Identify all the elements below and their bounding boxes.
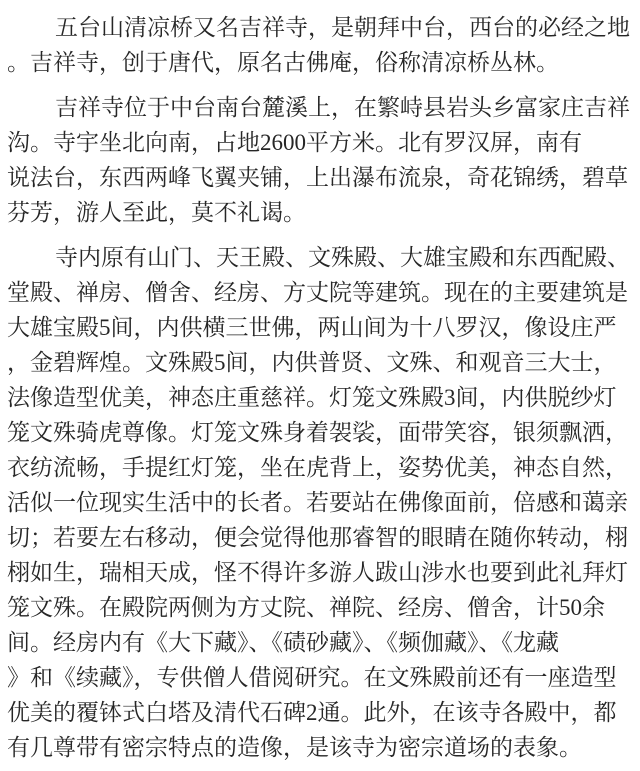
text-line: 寺内原有山门、天王殿、文殊殿、大雄宝殿和东西配殿、 (55, 245, 630, 270)
text-line: 法像造型优美，神态庄重慈祥。灯笼文殊殿3间，内供脱纱灯 (7, 385, 617, 410)
text-line: 芬芳，游人至此，莫不礼谒。 (7, 200, 306, 225)
text-line: ，金碧辉煌。文殊殿5间，内供普贤、文殊、和观音三大士， (7, 350, 617, 375)
text-line: 堂殿、禅房、僧舍、经房、方丈院等建筑。现在的主要建筑是 (7, 280, 628, 305)
text-line: 活似一位现实生活中的长者。若要站在佛像面前，倍感和蔼亲 (7, 490, 628, 515)
text-line: 间。经房内有《大下藏》、《碛砂藏》、《频伽藏》、《龙藏 (7, 630, 559, 655)
text-line: 笼文殊骑虎尊像。灯笼文殊身着袈裟，面带笑容，银须飘洒， (7, 420, 628, 445)
paragraph (7, 90, 636, 230)
text-line: 沟。寺宇坐北向南，占地2600平方米。北有罗汉屏，南有 (7, 130, 582, 155)
text-line: 切；若要左右移动，便会觉得他那睿智的眼睛在随你转动，栩 (7, 525, 628, 550)
text-line: 有几尊带有密宗特点的造像，是该寺为密宗道场的表象。 (7, 735, 582, 760)
text-line: 栩如生，瑞相天成，怪不得许多游人跋山涉水也要到此礼拜灯 (7, 560, 628, 585)
text-line: 笼文殊。在殿院两侧为方丈院、禅院、经房、僧舍，计50余 (7, 595, 605, 620)
text-line: 》和《续藏》，专供僧人借阅研究。在文殊殿前还有一座造型 (7, 665, 617, 690)
text-line: 吉祥寺位于中台南台麓溪上，在繁峙县岩头乡富家庄吉祥 (55, 95, 630, 120)
paragraph (7, 10, 636, 80)
text-line: 。吉祥寺，创于唐代，原名古佛庵，俗称清凉桥丛林。 (7, 50, 559, 75)
text-line: 优美的覆钵式白塔及清代石碑2通。此外，在该寺各殿中，都 (7, 700, 617, 725)
text-line: 衣纺流畅，手提红灯笼，坐在虎背上，姿势优美，神态自然， (7, 455, 628, 480)
text-line: 说法台，东西两峰飞翼夹铺，上出瀑布流泉，奇花锦绣，碧草 (7, 165, 628, 190)
document-body (7, 10, 636, 765)
paragraph (7, 240, 636, 765)
text-line: 大雄宝殿5间，内供横三世佛，两山间为十八罗汉，像设庄严 (7, 315, 617, 340)
text-line: 五台山清凉桥又名吉祥寺，是朝拜中台，西台的必经之地 (55, 15, 630, 40)
